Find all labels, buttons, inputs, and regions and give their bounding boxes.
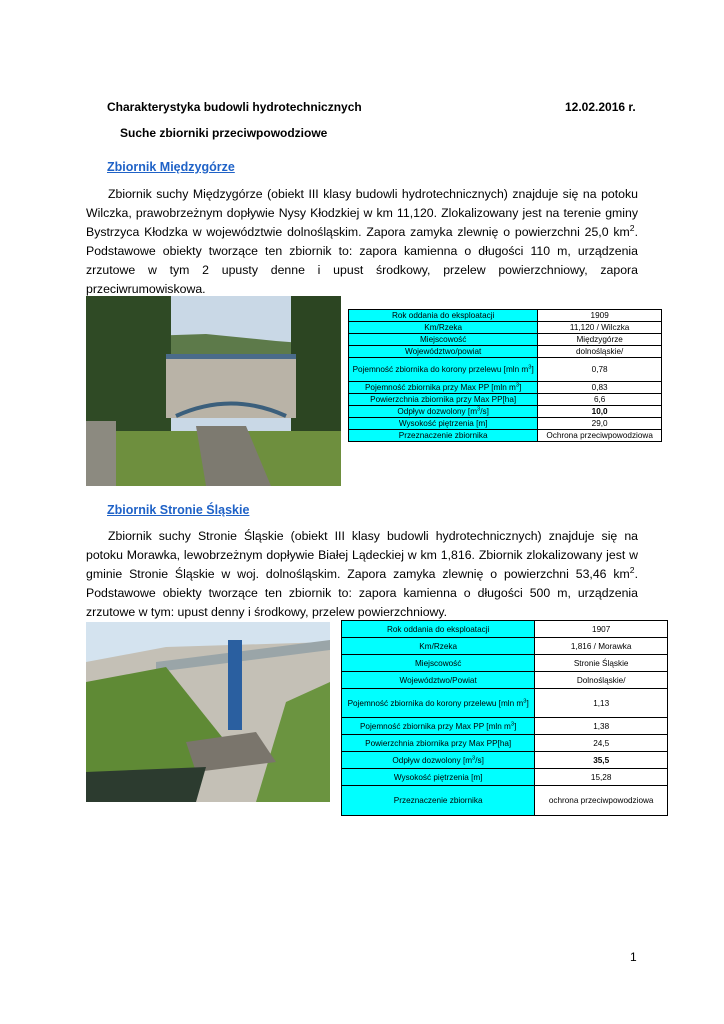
table-row <box>342 689 668 718</box>
document-subtitle: Suche zbiorniki przeciwpowodziowe <box>120 126 328 140</box>
dam-photo-miedzygorze <box>86 296 341 486</box>
dam-photo-miedzygorze-icon <box>86 296 341 486</box>
dam-photo-stronie-icon <box>86 622 330 802</box>
table-row <box>342 718 668 735</box>
table-label: Województwo/powiat <box>349 346 538 358</box>
table-value: 1,13 <box>535 689 668 718</box>
table-value: 24,5 <box>535 735 668 752</box>
table-label: Przeznaczenie zbiornika <box>342 786 535 816</box>
table-value: Dolnośląskie/ <box>535 672 668 689</box>
table-label: Pojemność zbiornika przy Max PP [mln $m^3$] <box>342 718 535 735</box>
paragraph-text: Zbiornik suchy Międzygórze (obiekt III klasy budowli hydrotechnicznych) znajduje się na potoku Wilczka, prawobrzeżnym dopływie Nysy Kłodzkiej w km 11,120. Zlokalizowany jest na terenie gminy Bystrzyca Kłodzka w województwie dolnośląskim. Zapora zamyka zlewnię o powierzchni 25,0 km <box>86 187 638 239</box>
table-row <box>342 752 668 769</box>
table-row <box>349 382 662 394</box>
superscript: 2 <box>629 564 635 575</box>
table-label: Miejscowość <box>349 334 538 346</box>
facts-table-miedzygorze <box>348 309 662 442</box>
document-title: Charakterystyka budowli hydrotechnicznych <box>107 100 362 114</box>
table-label: Odpływ dozwolony $[m^3/s]$ <box>349 406 538 418</box>
table-row <box>342 769 668 786</box>
table-label: Wysokość piętrzenia [m] <box>349 418 538 430</box>
page-number: 1 <box>630 950 637 964</box>
table-row <box>349 418 662 430</box>
table-value: Międzygórze <box>538 334 662 346</box>
table-row <box>349 430 662 442</box>
dam-photo-stronie <box>86 622 330 802</box>
section-paragraph-stronie <box>86 527 638 622</box>
document-date: 12.02.2016 r. <box>565 100 636 114</box>
table-row <box>342 735 668 752</box>
table-value: 11,120 / Wilczka <box>538 322 662 334</box>
table-value: 10,0 <box>538 406 662 418</box>
section-title-miedzygorze: Zbiornik Międzygórze <box>107 160 235 174</box>
facts-table-stronie <box>341 620 668 816</box>
table-row <box>349 406 662 418</box>
table-label: Rok oddania do eksploatacji <box>342 621 535 638</box>
table-row <box>349 310 662 322</box>
table-label: Km/Rzeka <box>342 638 535 655</box>
table-value: 29,0 <box>538 418 662 430</box>
table-value: Stronie Śląskie <box>535 655 668 672</box>
table-label: Odpływ dozwolony $[m^3/s]$ <box>342 752 535 769</box>
table-label: Województwo/Powiat <box>342 672 535 689</box>
table-label: Pojemność zbiornika przy Max PP [mln $m^3$] <box>349 382 538 394</box>
table-row <box>349 346 662 358</box>
table-value: 0,83 <box>538 382 662 394</box>
superscript: 2 <box>629 222 635 233</box>
table-value: ochrona przeciwpowodziowa <box>535 786 668 816</box>
table-label: Pojemność zbiornika do korony przelewu [mln $m^3$] <box>349 358 538 382</box>
table-row <box>342 655 668 672</box>
table-label: Pojemność zbiornika do korony przelewu [mln $m^3$] <box>342 689 535 718</box>
table-value: dolnośląskie/ <box>538 346 662 358</box>
table-label: Wysokość piętrzenia [m] <box>342 769 535 786</box>
table-label: Miejscowość <box>342 655 535 672</box>
table-row <box>342 786 668 816</box>
table-value: Ochrona przeciwpowodziowa <box>538 430 662 442</box>
table-row <box>349 358 662 382</box>
table-value: 15,28 <box>535 769 668 786</box>
table-label: Km/Rzeka <box>349 322 538 334</box>
section-paragraph-miedzygorze <box>86 185 638 299</box>
table-label: Powierzchnia zbiornika przy Max PP[ha] <box>349 394 538 406</box>
table-value: 6,6 <box>538 394 662 406</box>
table-row <box>349 394 662 406</box>
paragraph-text: Zbiornik suchy Stronie Śląskie (obiekt III klasy budowli hydrotechnicznych) znajduje się na potoku Morawka, lewobrzeżnym dopływie Białej Lądeckiej w km 1,816. Zbiornik zlokalizowany jest w gminie Stronie Śląskie w woj. dolnośląskim. Zapora zamyka zlewnię o powierzchni 53,46 km <box>86 529 638 581</box>
paragraph-text: . Podstawowe obiekty tworzące ten zbiornik to: zapora kamienna o długości 500 m, urządzenia zrzutowe w tym: upust denny i środkowy, przelew powierzchniowy. <box>86 567 638 619</box>
table-value: 0,78 <box>538 358 662 382</box>
section-title-stronie: Zbiornik Stronie Śląskie <box>107 503 250 517</box>
table-value: 1907 <box>535 621 668 638</box>
table-value: 1909 <box>538 310 662 322</box>
paragraph-text: . Podstawowe obiekty tworzące ten zbiornik to: zapora kamienna o długości 110 m, urządzenia zrzutowe w tym 2 upusty denne i upust środkowy, przelew powierzchniowy, zapora przeciwrumowiskowa. <box>86 225 638 296</box>
table-row <box>349 334 662 346</box>
table-label: Rok oddania do eksploatacji <box>349 310 538 322</box>
table-label: Przeznaczenie zbiornika <box>349 430 538 442</box>
table-value: 1,816 / Morawka <box>535 638 668 655</box>
table-row <box>342 638 668 655</box>
table-label: Powierzchnia zbiornika przy Max PP[ha] <box>342 735 535 752</box>
table-value: 1,38 <box>535 718 668 735</box>
table-row <box>342 621 668 638</box>
table-row <box>349 322 662 334</box>
table-value: 35,5 <box>535 752 668 769</box>
table-row <box>342 672 668 689</box>
